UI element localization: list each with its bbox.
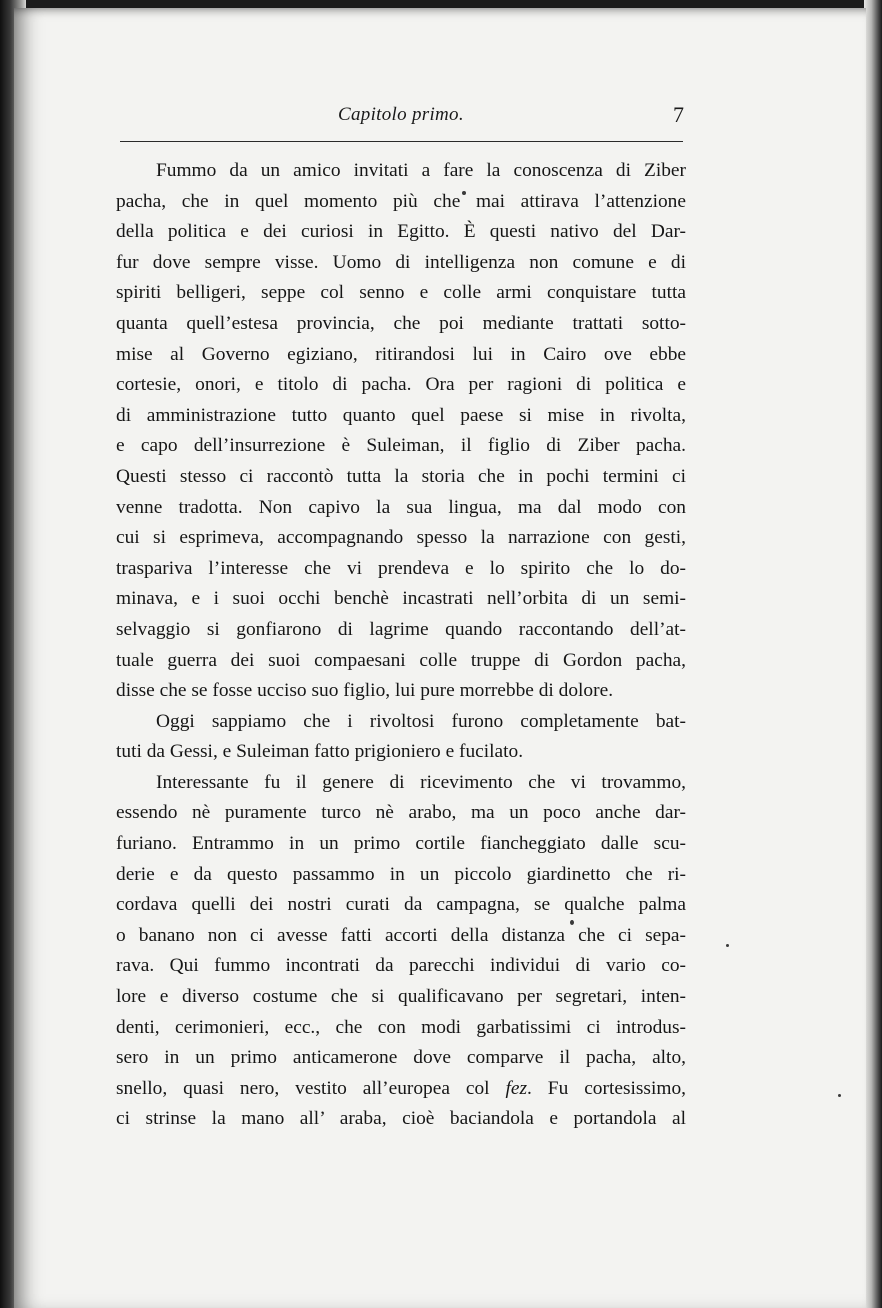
text-line: minava, e i suoi occhi benchè incastrati nell’orbita di un semi- [116,588,686,610]
text-line: spiriti belligeri, seppe col senno e colle armi conquistare tutta [116,282,686,304]
text-line: Fummo da un amico invitati a fare la conoscenza di Ziber [156,160,686,181]
text-line: traspariva l’interesse che vi prendeva e lo spirito che lo do- [116,557,686,579]
text-line: della politica e dei curiosi in Egitto. È questi nativo del Dar- [116,221,686,243]
body-text [116,156,686,1135]
text-line: mise al Governo egiziano, ritirandosi lui in Cairo ove ebbe [116,343,686,365]
text-line: essendo nè puramente turco nè arabo, ma un poco anche dar- [116,802,686,824]
text-line: tuale guerra dei suoi compaesani colle truppe di Gordon pacha, [116,649,686,671]
text-line: di amministrazione tutto quanto quel paese si mise in rivolta, [116,404,686,426]
text-line: pacha, che in quel momento più che mai attirava l’attenzione [116,190,686,212]
text-line: cortesie, onori, e titolo di pacha. Ora per ragioni di politica e [116,374,686,396]
text-line-with-italic [116,1074,686,1105]
print-speck [838,1094,841,1097]
text-line: cui si esprimeva, accompagnando spesso la narrazione con gesti, [116,527,686,549]
text-line: derie e da questo passammo in un piccolo giardinetto che ri- [116,863,686,885]
text-line: Questi stesso ci raccontò tutta la storia che in pochi termini ci [116,465,686,487]
text-line: o banano non ci avesse fatti accorti della distanza che ci sepa- [116,924,686,946]
text-line: fur dove sempre visse. Uomo di intelligenza non comune e di [116,251,686,273]
print-speck [726,944,729,947]
text-line: selvaggio si gonfiarono di lagrime quando raccontando dell’at- [116,618,686,640]
text-line: disse che se fosse ucciso suo figlio, lui pure morrebbe di dolore. [116,680,614,702]
page-number: 7 [673,102,684,127]
text-line: e capo dell’insurrezione è Suleiman, il figlio di Ziber pacha. [116,435,686,457]
text-segment: snello, quasi nero, vestito all’europea col [116,1077,490,1099]
text-line: venne tradotta. Non capivo la sua lingua, ma dal modo con [116,496,686,518]
text-line: cordava quelli dei nostri curati da campagna, se qualche palma [116,894,686,916]
header-rule [120,141,683,142]
text-segment: . Fu cortesissimo, [527,1077,686,1099]
page-edge-shadow [864,0,882,1308]
italic-word: fez [505,1077,528,1099]
text-line: ci strinse la mano all’ araba, cioè baciandola e portandola al [116,1108,686,1130]
text-line: quanta quell’estesa provincia, che poi mediante trattati sotto- [116,312,686,334]
text-line: lore e diverso costume che si qualificavano per segretari, inten- [116,986,686,1008]
running-title: Capitolo primo. [338,104,464,125]
text-line: sero in un primo anticamerone dove comparve il pacha, alto, [116,1047,686,1069]
text-line: furiano. Entrammo in un primo cortile fiancheggiato dalle scu- [116,833,686,855]
text-line: denti, cerimonieri, ecc., che con modi garbatissimi ci introdus- [116,1016,686,1038]
text-line: tuti da Gessi, e Suleiman fatto prigioniero e fucilato. [116,741,524,763]
running-header [120,104,690,134]
text-line: Oggi sappiamo che i rivoltosi furono completamente bat- [156,710,686,732]
text-line: Interessante fu il genere di ricevimento che vi trovammo, [156,771,686,793]
text-line: rava. Qui fummo incontrati da parecchi individui di vario co- [116,955,686,977]
